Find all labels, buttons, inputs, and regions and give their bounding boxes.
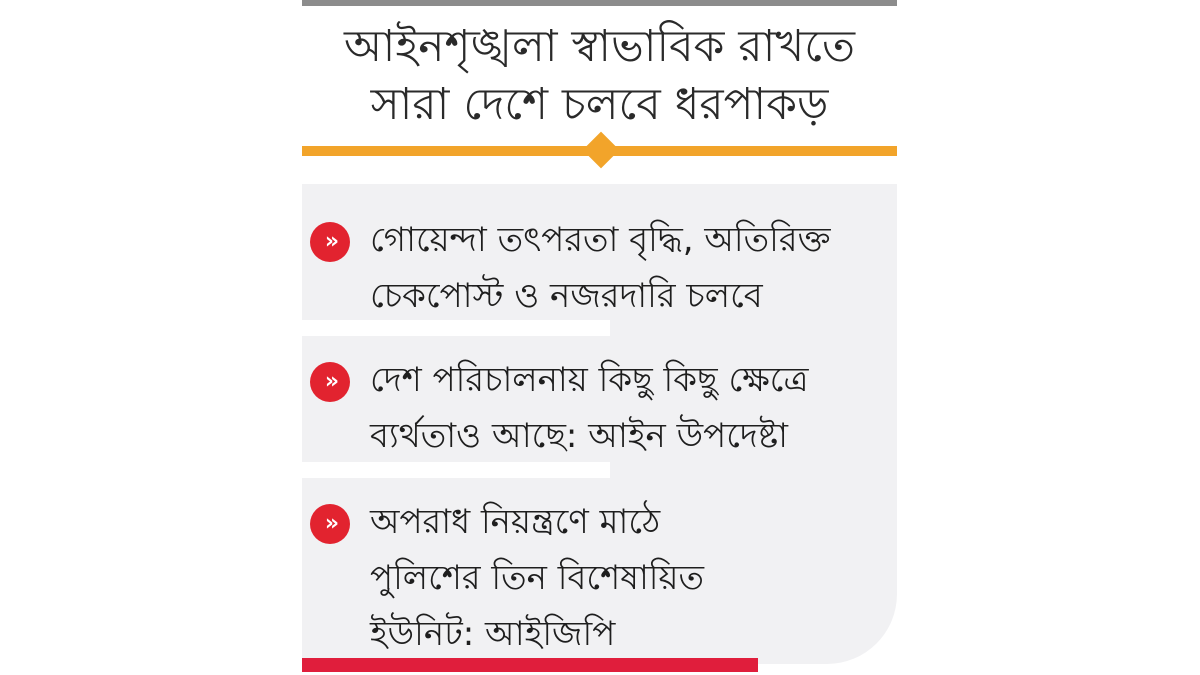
list-item-line: পুলিশের তিন বিশেষায়িত — [370, 558, 705, 598]
double-chevron-icon: » — [310, 504, 350, 544]
headline-line-2: সারা দেশে চলবে ধরপাকড় — [370, 79, 829, 130]
list-item-line: চেকপোস্ট ও নজরদারি চলবে — [370, 276, 763, 316]
list-item-line: ব্যর্থতাও আছে: আইন উপদেষ্টা — [370, 416, 788, 456]
panel-separator — [302, 462, 610, 478]
top-rule — [302, 0, 897, 6]
headline-line-1: আইনশৃঙ্খলা স্বাভাবিক রাখতে — [344, 21, 855, 72]
list-item-line: ইউনিট: আইজিপি — [370, 614, 616, 654]
news-card — [302, 0, 897, 675]
list-item-line: অপরাধ নিয়ন্ত্রণে মাঠে — [370, 502, 661, 542]
double-chevron-icon: » — [310, 362, 350, 402]
list-item-text — [370, 352, 890, 464]
bottom-rule — [302, 658, 758, 672]
double-chevron-icon: » — [310, 222, 350, 262]
diamond-ornament-icon — [583, 132, 620, 169]
list-item-text — [370, 494, 890, 662]
headline — [302, 18, 897, 134]
list-item-line: গোয়েন্দা তৎপরতা বৃদ্ধি, অতিরিক্ত — [370, 220, 831, 260]
list-item-text — [370, 212, 890, 324]
list-item-line: দেশ পরিচালনায় কিছু কিছু ক্ষেত্রে — [370, 360, 809, 400]
